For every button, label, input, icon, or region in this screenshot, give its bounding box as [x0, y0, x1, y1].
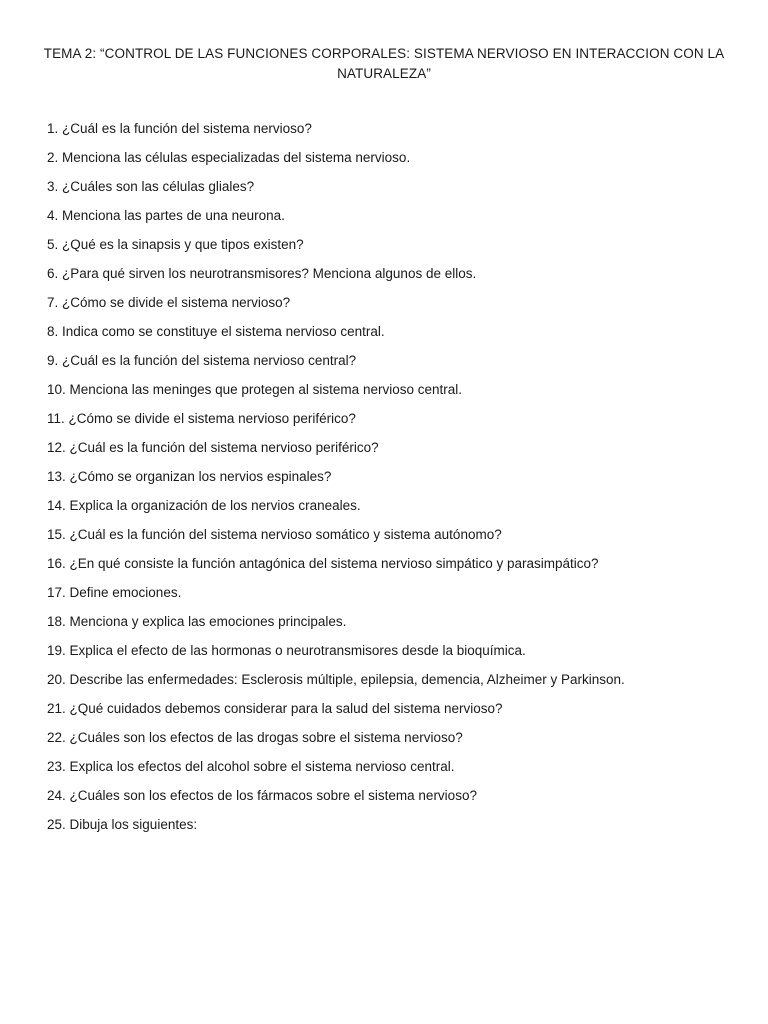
- question-item: 8. Indica como se constituye el sistema nervioso central.: [47, 324, 385, 339]
- question-item: 2. Menciona las células especializadas del sistema nervioso.: [47, 150, 411, 165]
- question-item: 21. ¿Qué cuidados debemos considerar para la salud del sistema nervioso?: [47, 701, 503, 716]
- question-item: 12. ¿Cuál es la función del sistema nervioso periférico?: [47, 440, 379, 455]
- question-item: 7. ¿Cómo se divide el sistema nervioso?: [47, 295, 291, 310]
- question-item: 15. ¿Cuál es la función del sistema nervioso somático y sistema autónomo?: [47, 527, 502, 542]
- question-item: 10. Menciona las meninges que protegen al sistema nervioso central.: [47, 382, 462, 397]
- question-item: 13. ¿Cómo se organizan los nervios espinales?: [47, 469, 332, 484]
- question-item: 6. ¿Para qué sirven los neurotransmisores? Menciona algunos de ellos.: [47, 266, 477, 281]
- document-title: TEMA 2: “CONTROL DE LAS FUNCIONES CORPORALES: SISTEMA NERVIOSO EN INTERACCION CON LA NATURALEZA”: [43, 46, 725, 81]
- question-item: 20. Describe las enfermedades: Esclerosis múltiple, epilepsia, demencia, Alzheimer y Parkinson.: [47, 672, 625, 687]
- question-item: 16. ¿En qué consiste la función antagónica del sistema nervioso simpático y parasimpático?: [47, 556, 599, 571]
- question-item: 11. ¿Cómo se divide el sistema nervioso periférico?: [47, 411, 356, 426]
- question-item: 9. ¿Cuál es la función del sistema nervioso central?: [47, 353, 357, 368]
- question-item: 24. ¿Cuáles son los efectos de los fármacos sobre el sistema nervioso?: [47, 788, 477, 803]
- question-item: 22. ¿Cuáles son los efectos de las drogas sobre el sistema nervioso?: [47, 730, 463, 745]
- question-item: 25. Dibuja los siguientes:: [47, 817, 198, 832]
- question-item: 19. Explica el efecto de las hormonas o neurotransmisores desde la bioquímica.: [47, 643, 526, 658]
- question-item: 18. Menciona y explica las emociones principales.: [47, 614, 347, 629]
- question-list: [47, 119, 737, 844]
- question-item: 14. Explica la organización de los nervios craneales.: [47, 498, 361, 513]
- question-item: 1. ¿Cuál es la función del sistema nervioso?: [47, 121, 312, 136]
- question-item: 23. Explica los efectos del alcohol sobre el sistema nervioso central.: [47, 759, 455, 774]
- question-item: 3. ¿Cuáles son las células gliales?: [47, 179, 255, 194]
- question-item: 4. Menciona las partes de una neurona.: [47, 208, 285, 223]
- question-item: 5. ¿Qué es la sinapsis y que tipos existen?: [47, 237, 304, 252]
- question-item: 17. Define emociones.: [47, 585, 182, 600]
